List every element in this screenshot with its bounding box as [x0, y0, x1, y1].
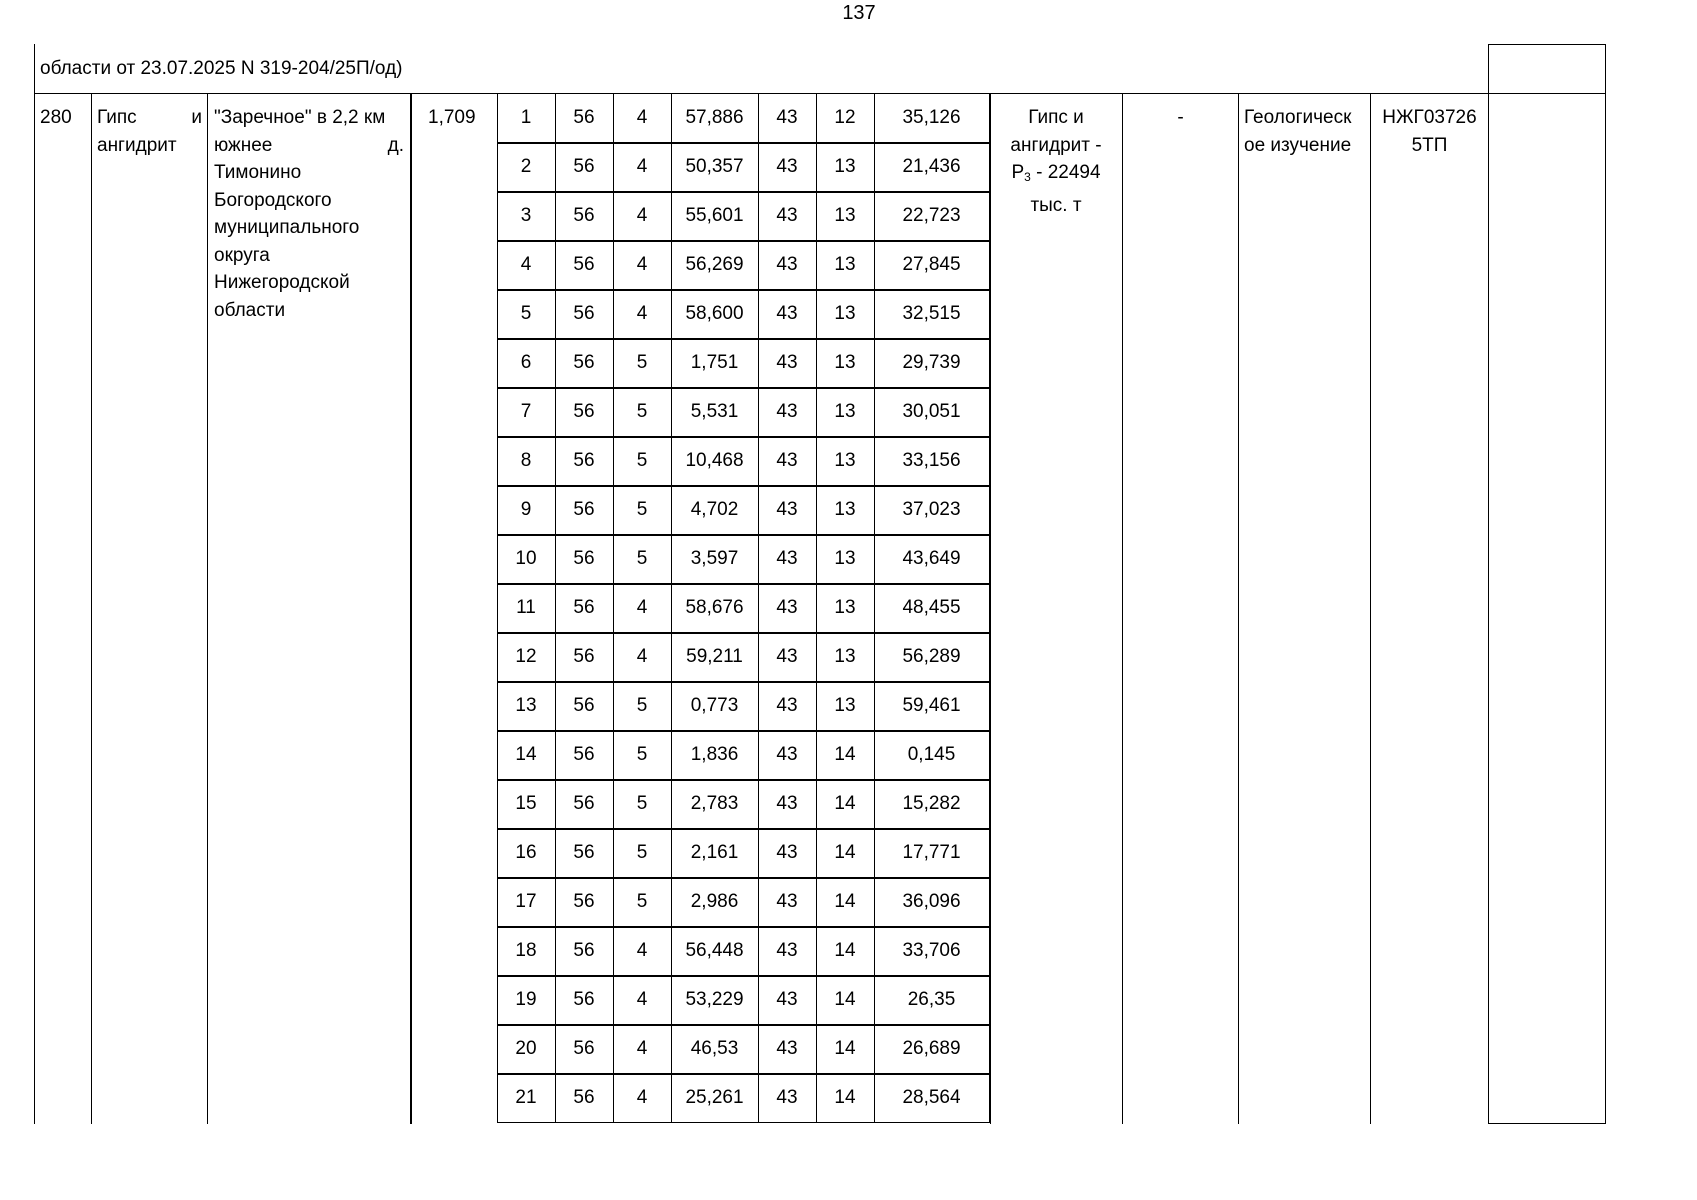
location-line-4: Богородского	[214, 189, 332, 211]
coord-row-line	[497, 1073, 990, 1075]
coord-lon-min: 13	[834, 254, 856, 275]
coord-lat-deg: 56	[573, 450, 595, 471]
coord-row-line	[497, 289, 990, 291]
coord-col-line	[555, 93, 556, 1122]
coord-lat-deg: 56	[573, 597, 595, 618]
mineral-cell	[97, 104, 202, 159]
coord-lat-min: 4	[636, 1038, 648, 1059]
coord-row-line	[497, 730, 990, 732]
coord-lat-sec: 4,702	[690, 499, 739, 520]
coord-lon-min: 14	[834, 1087, 856, 1108]
coord-lon-deg: 43	[776, 401, 798, 422]
coord-lon-sec: 37,023	[902, 499, 961, 520]
coord-lat-deg: 56	[573, 401, 595, 422]
coord-lon-min: 13	[834, 597, 856, 618]
coord-lat-sec: 5,531	[690, 401, 739, 422]
coord-lon-deg: 43	[776, 1087, 798, 1108]
coord-point-number: 2	[520, 156, 532, 177]
coord-lon-deg: 43	[776, 891, 798, 912]
coord-lat-deg: 56	[573, 499, 595, 520]
col-line-license	[1370, 93, 1371, 1124]
coord-lon-sec: 26,689	[902, 1038, 961, 1059]
coord-point-number: 7	[520, 401, 532, 422]
reserves-line-2: ангидрит -	[1010, 134, 1102, 156]
coord-lon-deg: 43	[776, 1038, 798, 1059]
coord-lon-sec: 29,739	[902, 352, 961, 373]
coord-lat-min: 4	[636, 205, 648, 226]
coord-lon-min: 14	[834, 744, 856, 765]
coord-point-number: 3	[520, 205, 532, 226]
dash-cell: -	[1177, 107, 1184, 128]
coord-row-line	[497, 387, 990, 389]
coord-lon-deg: 43	[776, 548, 798, 569]
coord-row-line	[497, 632, 990, 634]
col-line-location	[207, 93, 208, 1124]
coord-lat-deg: 56	[573, 254, 595, 275]
coord-lon-min: 13	[834, 548, 856, 569]
coord-point-number: 11	[516, 597, 536, 618]
header-text: области от 23.07.2025 N 319-204/25П/од)	[40, 58, 403, 79]
reserves-cell	[995, 104, 1117, 219]
header-right-border	[1605, 44, 1606, 94]
coord-lon-min: 13	[834, 303, 856, 324]
coord-lon-min: 14	[834, 891, 856, 912]
location-word-a: южнее	[214, 134, 273, 156]
coord-lat-deg: 56	[573, 744, 595, 765]
coord-row-line	[497, 681, 990, 683]
coord-lon-min: 13	[834, 352, 856, 373]
coord-lon-sec: 56,289	[902, 646, 961, 667]
area-value: 1,709	[428, 107, 476, 128]
coord-row-line	[497, 485, 990, 487]
coord-lon-min: 12	[834, 107, 856, 128]
location-line-1: "Заречное" в 2,2 км	[214, 107, 386, 128]
coord-lon-sec: 32,515	[902, 303, 961, 324]
col-line-extra-left	[1488, 93, 1489, 1124]
coord-row-line	[497, 240, 990, 242]
coord-lon-deg: 43	[776, 205, 798, 226]
coord-point-number: 6	[520, 352, 532, 373]
coord-lat-sec: 2,783	[690, 793, 739, 814]
coord-point-number: 4	[520, 254, 532, 275]
coord-lat-min: 5	[636, 450, 648, 471]
purpose-cell	[1244, 104, 1366, 159]
header-top-border	[1488, 44, 1606, 45]
coord-lat-sec: 50,357	[685, 156, 744, 177]
coord-point-number: 8	[520, 450, 532, 471]
coord-lat-deg: 56	[573, 646, 595, 667]
coord-lat-min: 5	[636, 842, 648, 863]
location-line-3: Тимонино	[214, 162, 302, 183]
col-line-mineral	[91, 93, 92, 1124]
coord-lat-deg: 56	[573, 303, 595, 324]
coord-lat-min: 4	[636, 646, 648, 667]
coord-lat-sec: 10,468	[685, 450, 744, 471]
coord-lon-deg: 43	[776, 744, 798, 765]
coord-point-number: 5	[520, 303, 532, 324]
coord-lat-deg: 56	[573, 352, 595, 373]
coord-point-number: 17	[515, 891, 537, 912]
coord-lon-min: 13	[834, 401, 856, 422]
coord-row-line	[497, 191, 990, 193]
coord-lat-deg: 56	[573, 793, 595, 814]
purpose-line-2: ое изучение	[1244, 134, 1352, 156]
coord-lat-deg: 56	[573, 1087, 595, 1108]
coord-col-line	[874, 93, 875, 1122]
coord-lon-deg: 43	[776, 156, 798, 177]
coord-row-line	[497, 436, 990, 438]
coord-lat-deg: 56	[573, 548, 595, 569]
coord-point-number: 20	[515, 1038, 537, 1059]
coord-lat-sec: 25,261	[685, 1087, 744, 1108]
coord-lat-deg: 56	[573, 940, 595, 961]
coord-point-number: 18	[515, 940, 537, 961]
coord-lon-sec: 35,126	[902, 107, 961, 128]
reserves-line-3: $P_3 - 22494$	[1011, 162, 1101, 184]
license-line-1: НЖГ03726	[1382, 107, 1477, 128]
header-right-divider	[1488, 44, 1489, 94]
coord-lat-min: 5	[636, 744, 648, 765]
coord-point-number: 9	[520, 499, 532, 520]
coord-lat-min: 5	[636, 401, 648, 422]
coord-lon-sec: 59,461	[902, 695, 961, 716]
coord-lat-deg: 56	[573, 842, 595, 863]
coord-lon-min: 13	[834, 205, 856, 226]
coord-lon-sec: 15,282	[902, 793, 961, 814]
coord-lat-min: 4	[636, 303, 648, 324]
coord-lat-min: 4	[636, 1087, 648, 1108]
coord-col-line	[497, 93, 498, 1122]
coord-lon-min: 13	[834, 646, 856, 667]
coord-lat-min: 4	[636, 107, 648, 128]
col-line-dash	[1122, 93, 1123, 1124]
coord-lon-deg: 43	[776, 450, 798, 471]
coord-lat-min: 5	[636, 793, 648, 814]
coord-lat-min: 5	[636, 891, 648, 912]
coord-lon-sec: 21,436	[902, 156, 961, 177]
coord-row-line	[497, 877, 990, 879]
coord-lon-min: 14	[834, 793, 856, 814]
coord-point-number: 10	[515, 548, 537, 569]
coord-row-line	[497, 93, 990, 94]
coord-lon-deg: 43	[776, 254, 798, 275]
coord-lon-sec: 22,723	[902, 205, 961, 226]
coord-lon-min: 14	[834, 989, 856, 1010]
coord-col-line	[816, 93, 817, 1122]
coord-lat-sec: 1,836	[690, 744, 739, 765]
coord-lat-sec: 3,597	[690, 548, 739, 569]
location-line-5: муниципального	[214, 217, 360, 238]
coord-lon-min: 13	[834, 695, 856, 716]
coord-lat-sec: 46,53	[690, 1038, 739, 1059]
coord-lon-deg: 43	[776, 793, 798, 814]
coord-row-line	[497, 1122, 990, 1123]
location-line-6: округа	[214, 244, 270, 266]
coord-point-number: 1	[520, 107, 532, 128]
coord-row-line	[497, 338, 990, 340]
coord-lat-min: 4	[636, 156, 648, 177]
coord-lon-min: 13	[834, 499, 856, 520]
coord-point-number: 12	[515, 646, 537, 667]
coord-lon-sec: 33,706	[902, 940, 961, 961]
coord-lat-deg: 56	[573, 205, 595, 226]
coord-lat-deg: 56	[573, 695, 595, 716]
coord-row-line	[497, 975, 990, 977]
coord-lon-deg: 43	[776, 107, 798, 128]
coord-lat-sec: 53,229	[685, 989, 744, 1010]
coord-lon-min: 14	[834, 842, 856, 863]
license-cell	[1371, 104, 1488, 159]
coord-col-line	[671, 93, 672, 1122]
purpose-line-1: Геологическ	[1244, 107, 1352, 128]
coord-row-line	[497, 926, 990, 928]
coord-lon-deg: 43	[776, 940, 798, 961]
coord-lon-sec: 17,771	[902, 842, 961, 863]
coord-lon-sec: 30,051	[902, 401, 961, 422]
coord-lon-sec: 28,564	[902, 1087, 961, 1108]
col-line-purpose	[1238, 93, 1239, 1124]
coord-lon-deg: 43	[776, 695, 798, 716]
coord-lon-sec: 36,096	[902, 891, 961, 912]
page-number: 137	[842, 2, 876, 24]
coord-row-line	[497, 583, 990, 585]
coord-lon-deg: 43	[776, 303, 798, 324]
coord-lat-sec: 55,601	[685, 205, 744, 226]
record-number: 280	[40, 107, 72, 128]
coord-row-line	[497, 779, 990, 781]
coord-point-number: 19	[515, 989, 537, 1010]
reserves-line-4: тыс. т	[1030, 194, 1082, 216]
coord-lat-deg: 56	[573, 107, 595, 128]
coord-col-line	[989, 93, 990, 1122]
location-line-8: области	[214, 299, 286, 321]
col-line-left	[34, 93, 35, 1124]
mineral-line-2: ангидрит	[97, 134, 177, 156]
coord-lat-sec: 56,448	[685, 940, 744, 961]
coord-point-number: 21	[515, 1087, 537, 1108]
coord-lon-sec: 26,35	[907, 989, 956, 1010]
license-line-2: 5ТП	[1411, 134, 1448, 156]
coord-lon-sec: 48,455	[902, 597, 961, 618]
coord-row-line	[497, 1024, 990, 1026]
coord-lat-min: 4	[636, 597, 648, 618]
coord-lat-sec: 56,269	[685, 254, 744, 275]
coord-lat-sec: 59,211	[686, 646, 743, 667]
coord-lat-min: 5	[636, 695, 648, 716]
coord-lat-deg: 56	[573, 989, 595, 1010]
coord-lon-deg: 43	[776, 352, 798, 373]
coord-lon-deg: 43	[776, 499, 798, 520]
coord-point-number: 15	[515, 793, 537, 814]
mineral-word-1: Гипс	[97, 107, 137, 128]
coord-lat-deg: 56	[573, 156, 595, 177]
coord-lat-sec: 58,676	[685, 597, 744, 618]
coord-lat-sec: 2,986	[690, 891, 739, 912]
coord-row-line	[497, 828, 990, 830]
coord-lat-min: 5	[636, 499, 648, 520]
coord-lat-deg: 56	[573, 1038, 595, 1059]
coord-lat-deg: 56	[573, 891, 595, 912]
coord-lon-sec: 27,845	[902, 254, 961, 275]
coord-lon-min: 13	[834, 450, 856, 471]
coord-col-line	[758, 93, 759, 1122]
location-word-b: д.	[387, 134, 404, 156]
coord-point-number: 14	[515, 744, 537, 765]
coord-lon-sec: 43,649	[902, 548, 961, 569]
location-cell	[214, 104, 404, 324]
coord-lat-sec: 1,751	[690, 352, 739, 373]
coord-lon-deg: 43	[776, 646, 798, 667]
coord-col-line	[613, 93, 614, 1122]
coord-row-line	[497, 534, 990, 536]
coord-lat-min: 4	[636, 254, 648, 275]
coord-point-number: 13	[515, 695, 537, 716]
location-line-7: Нижегородской	[214, 272, 350, 293]
coord-lon-min: 14	[834, 1038, 856, 1059]
coord-lon-deg: 43	[776, 842, 798, 863]
coord-lat-min: 5	[636, 352, 648, 373]
col-line-area	[410, 93, 412, 1124]
coord-lon-min: 13	[834, 156, 856, 177]
coord-lat-sec: 0,773	[690, 695, 739, 716]
header-left-border	[34, 44, 35, 94]
coord-lat-sec: 2,161	[690, 842, 739, 863]
coord-lon-sec: 33,156	[902, 450, 961, 471]
coord-lon-deg: 43	[776, 597, 798, 618]
coord-lat-min: 4	[636, 989, 648, 1010]
extra-bottom-border	[1488, 1123, 1606, 1124]
mineral-word-2: и	[191, 107, 202, 128]
coord-point-number: 16	[515, 842, 537, 863]
coord-lon-min: 14	[834, 940, 856, 961]
col-line-reserves-left	[990, 93, 991, 1124]
coord-lat-sec: 58,600	[685, 303, 744, 324]
reserves-line-1: Гипс и	[1028, 107, 1084, 128]
coord-lat-min: 5	[636, 548, 648, 569]
col-line-extra-right	[1605, 93, 1606, 1124]
coord-lat-min: 4	[636, 940, 648, 961]
coord-lon-deg: 43	[776, 989, 798, 1010]
coord-lon-sec: 0,145	[907, 744, 956, 765]
coord-row-line	[497, 142, 990, 144]
coord-lat-sec: 57,886	[685, 107, 744, 128]
